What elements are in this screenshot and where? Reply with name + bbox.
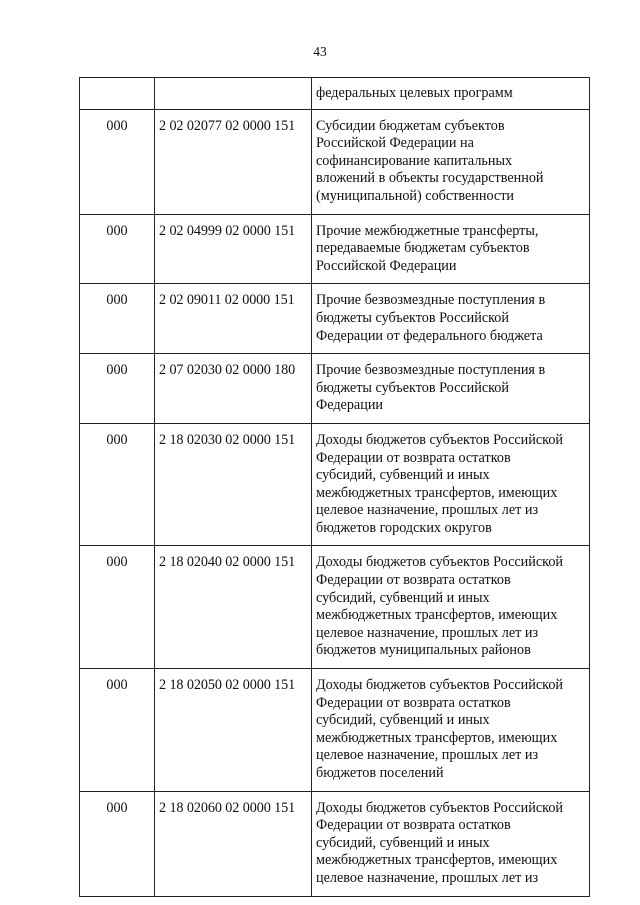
revenue-name-line: федеральных целевых программ [316,85,513,101]
revenue-name-line: вложений в объекты государственной [316,170,544,187]
revenue-name-line: бюджеты субъектов Российской [316,379,509,396]
revenue-name [312,354,589,423]
revenue-name-cell [312,214,590,284]
revenue-name-line: Федерации [316,397,384,414]
revenue-name-line: Прочие межбюджетные трансферты, [316,222,539,239]
revenue-name-line: Прочие безвозмездные поступления в [316,362,546,379]
revenue-name-line: бюджетов городских округов [316,519,492,536]
revenue-name-line: передаваемые бюджетам субъектов [316,240,530,257]
revenue-name-line: Прочие безвозмездные поступления в [316,292,546,309]
revenue-name-line: субсидий, субвенций и иных [316,712,490,729]
revenue-name-line: Доходы бюджетов субъектов Российской [316,677,564,694]
revenue-name-line: Доходы бюджетов субъектов Российской [316,799,564,816]
budget-classification-code: 2 02 04999 02 0000 151 [159,222,296,239]
revenue-name-cell [312,78,590,110]
table-body [80,78,590,897]
revenue-name-line: Субсидии бюджетам субъектов [316,117,505,134]
revenue-name-cell [312,354,590,424]
table-row [80,791,590,896]
revenue-name [312,215,589,284]
revenue-name-line: бюджетов поселений [316,765,444,781]
admin-code-cell [80,546,155,669]
admin-code-cell [80,78,155,110]
revenue-name-line: Федерации от федерального бюджета [316,327,543,344]
admin-code-cell [80,214,155,284]
revenue-name-line: межбюджетных трансфертов, имеющих [316,607,558,624]
revenue-name [312,792,589,896]
budget-classification-code: 2 07 02030 02 0000 180 [159,362,296,379]
table-row [80,78,590,110]
budget-classification-code: 2 18 02050 02 0000 151 [159,677,296,694]
budget-classification-code-cell [155,214,312,284]
admin-code-cell [80,354,155,424]
admin-code [80,78,154,91]
admin-code: 000 [106,431,128,448]
admin-code: 000 [106,799,128,816]
revenue-name-cell [312,284,590,354]
page-number: 43 [313,44,327,59]
revenue-name-line: бюджетов муниципальных районов [316,642,531,659]
admin-code-cell [80,423,155,546]
revenue-name-line: Доходы бюджетов субъектов Российской [316,554,564,571]
table-row [80,109,590,214]
budget-classification-code: 2 02 02077 02 0000 151 [159,117,296,134]
budget-classification-code-cell [155,109,312,214]
revenue-name-line: межбюджетных трансфертов, имеющих [316,729,558,746]
revenue-name-line: Российской Федерации на [316,135,474,152]
revenue-name [312,546,589,668]
admin-code: 000 [106,292,128,309]
admin-code-cell [80,791,155,896]
budget-classification-code: 2 18 02040 02 0000 151 [159,554,296,571]
admin-code: 000 [106,554,128,571]
revenue-name-line: целевое назначение, прошлых лет из [316,869,539,886]
budget-classification-code-cell [155,546,312,669]
admin-code: 000 [106,362,128,379]
revenue-name-line: субсидий, субвенций и иных [316,467,490,484]
budget-classification-code-cell [155,791,312,896]
revenue-name-line: межбюджетных трансфертов, имеющих [316,852,558,869]
budget-classification-code-cell [155,284,312,354]
budget-classification-code-cell [155,78,312,110]
table-row [80,354,590,424]
table-row [80,284,590,354]
revenue-name-cell [312,546,590,669]
table-row [80,423,590,546]
revenue-name-line: субсидий, субвенций и иных [316,834,490,851]
budget-classification-code-cell [155,354,312,424]
revenue-name-line: Федерации от возврата остатков [316,694,511,711]
table-row [80,214,590,284]
revenue-name [312,284,589,353]
admin-code: 000 [106,222,128,239]
revenue-name-line: софинансирование капитальных [316,152,513,169]
revenue-name-line: (муниципальной) собственности [316,187,515,204]
revenue-name-line: Российской Федерации [316,257,457,274]
revenue-name-cell [312,791,590,896]
admin-code: 000 [106,677,128,694]
budget-revenue-table [79,77,590,897]
revenue-name-line: Федерации от возврата остатков [316,572,511,589]
budget-classification-code [155,78,311,91]
revenue-name-line: Доходы бюджетов субъектов Российской [316,431,564,448]
revenue-name [312,110,589,214]
admin-code-cell [80,284,155,354]
admin-code-cell [80,669,155,792]
budget-classification-code: 2 18 02060 02 0000 151 [159,799,296,816]
revenue-name [312,424,589,546]
revenue-name-line: целевое назначение, прошлых лет из [316,747,539,764]
budget-classification-code: 2 02 09011 02 0000 151 [159,292,295,309]
budget-classification-code-cell [155,669,312,792]
revenue-name-line: целевое назначение, прошлых лет из [316,624,539,641]
revenue-name-line: межбюджетных трансфертов, имеющих [316,484,558,501]
table-row [80,669,590,792]
admin-code: 000 [106,117,128,134]
budget-classification-code-cell [155,423,312,546]
revenue-name-line: Федерации от возврата остатков [316,817,511,834]
revenue-name [312,78,589,109]
admin-code-cell [80,109,155,214]
revenue-name-line: Федерации от возврата остатков [316,449,511,466]
revenue-name-line: субсидий, субвенций и иных [316,589,490,606]
revenue-name-cell [312,423,590,546]
revenue-name-cell [312,109,590,214]
budget-classification-code: 2 18 02030 02 0000 151 [159,431,296,448]
revenue-name-line: бюджеты субъектов Российской [316,309,509,326]
table-row [80,546,590,669]
revenue-name-cell [312,669,590,792]
revenue-name-line: целевое назначение, прошлых лет из [316,502,539,519]
revenue-name [312,669,589,791]
